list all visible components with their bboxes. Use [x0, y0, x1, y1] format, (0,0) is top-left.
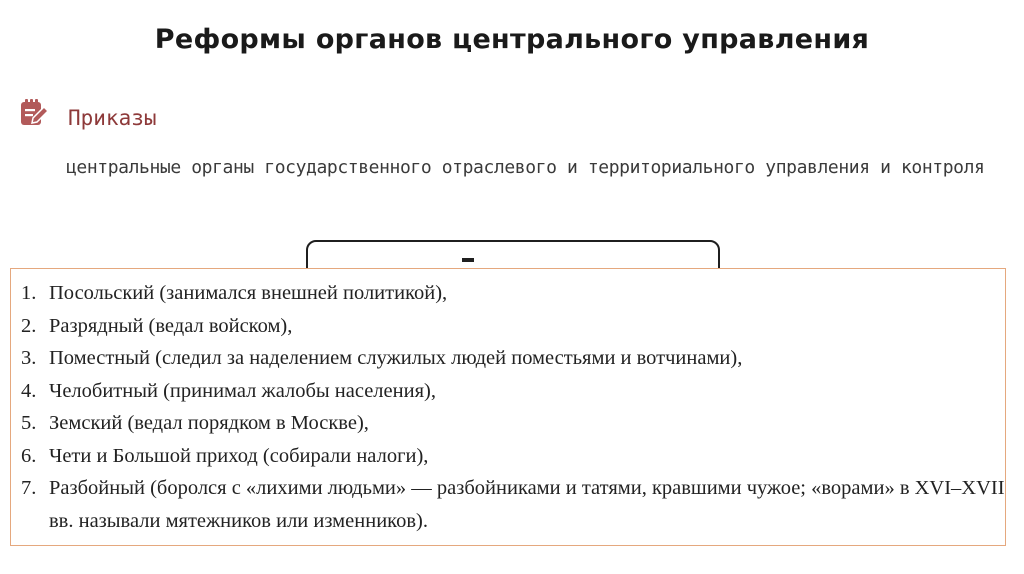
- definition-text: центральные органы государственного отраслевого и территориального управления и контроля: [66, 157, 985, 178]
- list-item: 2. Разрядный (ведал войском),: [21, 314, 293, 337]
- prikazy-list: [21, 277, 1005, 537]
- page-title: Реформы органов центрального управления: [154, 24, 870, 55]
- edit-note-icon: [18, 96, 50, 128]
- section-heading: Приказы: [68, 106, 157, 130]
- prikazy-list-box: [10, 268, 1006, 546]
- list-item: 5. Земский (ведал порядком в Москве),: [21, 412, 369, 434]
- list-item: 3. Поместный (следил за наделением служилых людей поместьями и вотчинами),: [21, 347, 743, 369]
- list-item: 4. Челобитный (принимал жалобы населения),: [21, 379, 436, 402]
- obscured-label-fragment: [462, 258, 474, 262]
- list-item: 6. Чети и Большой приход (собирали налоги),: [21, 444, 429, 467]
- list-item: 1. Посольский (занимался внешней политикой),: [21, 282, 448, 304]
- list-item: 7. Разбойный (боролся с «лихими людьми» — разбойниками и татями, кравшими чужое; «ворами» в XVI–XVII вв. называли мятежников или изменников).: [21, 477, 1005, 532]
